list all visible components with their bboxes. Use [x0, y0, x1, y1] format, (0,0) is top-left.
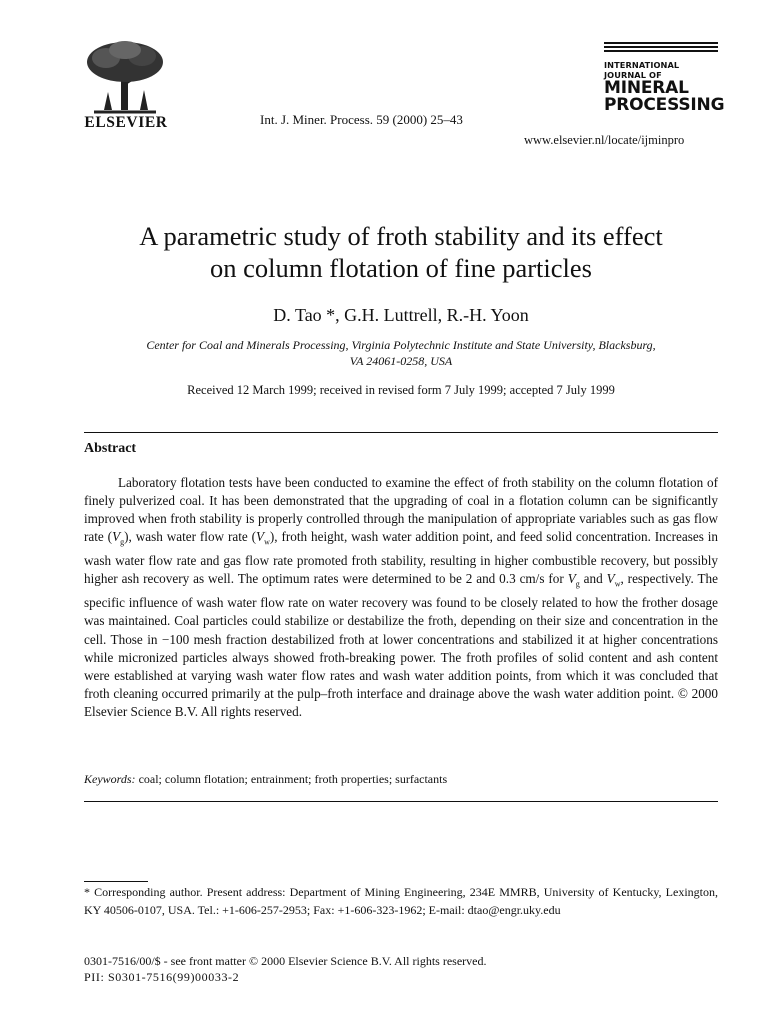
affiliation-line: Center for Coal and Minerals Processing, Virginia Polytechnic Institute and State University, Blacksburg, — [146, 338, 656, 352]
affiliation-line: VA 24061-0258, USA — [349, 354, 453, 368]
corresponding-author-footnote: * Corresponding author. Present address: Department of Mining Engineering, 234E MMRB, University of Kentucky, Lexington, KY 40506-0107, USA. Tel.: +1-606-257-2953; Fax: +1-606-323-1962; E-mail: dtao@engr.uky.edu — [84, 885, 718, 917]
keywords — [84, 772, 718, 787]
abstract-heading: Abstract — [84, 441, 137, 456]
var-sub-g: g — [575, 580, 580, 590]
masthead-rule — [604, 50, 718, 52]
front-matter-notice: 0301-7516/00/$ - see front matter © 2000 Elsevier Science B.V. All rights reserved. — [84, 954, 487, 968]
received-dates: Received 12 March 1999; received in revised form 7 July 1999; accepted 7 July 1999 — [187, 383, 615, 397]
abstract-text: Laboratory flotation tests have been conducted to examine the effect of froth stability on the column flotation of finely pulverized coal. It has been demonstrated that the upgrading of coal in a flotation column can be significantly improved when froth stability is properly controlled through the manipulation of appropriate variables such as gas flow rate ( — [84, 475, 718, 545]
keywords-label: Keywords: — [84, 772, 136, 786]
journal-name-line3: PROCESSING — [604, 95, 725, 115]
publisher-name: ELSEVIER — [84, 114, 168, 131]
abstract-text: and — [579, 571, 607, 587]
journal-masthead — [604, 42, 725, 115]
author-affiliation — [84, 337, 718, 369]
masthead-rule — [604, 42, 718, 44]
var-sub-w: w — [264, 538, 270, 548]
abstract-text: ), froth height, wash water addition point, and feed solid concentration. Increases in wash water flow rate and gas flow rate promoted froth stability, resulting in higher combustible recovery, but possibly higher ash recovery as well. The optimum rates were determined to be 2 and 0.3 cm/s for — [84, 529, 719, 587]
var-sub-g: g — [120, 538, 125, 548]
article-title — [84, 220, 718, 284]
masthead-rule — [604, 46, 718, 48]
title-line: on column flotation of fine particles — [210, 253, 592, 283]
keywords-text: coal; column flotation; entrainment; froth properties; surfactants — [135, 772, 448, 786]
journal-name-line1: INTERNATIONAL JOURNAL OF — [604, 60, 680, 80]
divider-top — [84, 432, 718, 433]
pii-identifier: PII: S0301-7516(99)00033-2 — [84, 970, 240, 984]
elsevier-tree-logo — [84, 40, 166, 114]
footnote-rule — [84, 881, 148, 882]
abstract-text: , respectively. The specific influence of wash water flow rate on water recovery was found to be closely related to how the frother dosage was maintained. Coal particles could stabilize or destabilize the froth, depending on their size and concentration in the cell. Those in −100 mesh fraction destabilized froth at lower concentrations and stabilized it at higher concentrations while micronized particles always showed froth-breaking power. The froth profiles of solid content and ash content were established at varying wash water flow rates and wash water addition points, from which it was concluded that froth cleaning occurred primarily at the pulp–froth interface and drainage above the wash water addition point. © 2000 Elsevier Science B.V. All rights reserved. — [84, 571, 718, 720]
divider-bottom — [84, 801, 718, 802]
var-v: V — [606, 571, 615, 587]
var-v: V — [567, 571, 576, 587]
var-v: V — [112, 529, 121, 545]
var-sub-w: w — [614, 580, 621, 590]
article-authors: D. Tao *, G.H. Luttrell, R.-H. Yoon — [273, 305, 529, 325]
abstract-body — [84, 474, 718, 721]
title-line: A parametric study of froth stability and its effect — [139, 221, 663, 251]
var-v: V — [256, 529, 265, 545]
journal-name-line2: MINERAL — [604, 78, 689, 98]
journal-citation: Int. J. Miner. Process. 59 (2000) 25–43 — [260, 112, 463, 127]
abstract-text: ), wash water flow rate ( — [124, 529, 257, 545]
journal-url-link[interactable]: www.elsevier.nl/locate/ijminpro — [524, 133, 685, 147]
